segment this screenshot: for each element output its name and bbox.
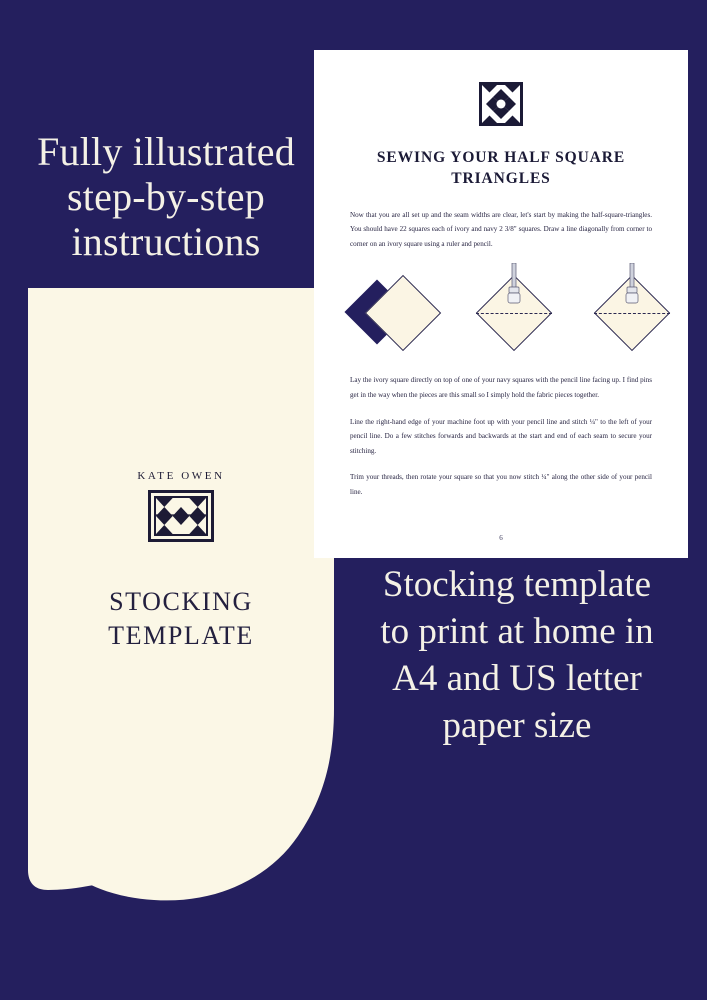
quilt-star-block-icon [479, 82, 523, 126]
instruction-paragraph: Trim your threads, then rotate your square so that you now stitch ¼" along the other side of your pencil line. [350, 473, 652, 496]
brand-block [28, 470, 334, 542]
instruction-paragraph: Line the right-hand edge of your machine foot up with your pencil line and stitch ¼" to the left of your pencil line. Do a few stitches forwards and backwards at the start and end of each seam to secure your stitching. [350, 417, 652, 455]
stocking-template-title [28, 585, 334, 653]
page-title: SEWING YOUR HALF SQUARE TRIANGLES [376, 149, 626, 187]
headline-line: instructions [71, 218, 261, 264]
stitching-first-side-diagram [472, 271, 556, 355]
headline-line: Fully illustrated [37, 129, 295, 174]
headline-illustrated-instructions [16, 130, 316, 264]
instruction-paragraph: Lay the ivory square directly on top of one of your navy squares with the pencil line facing up. I find pins get in the way when the pieces are this small so I simply hold the fabric pieces together. [350, 376, 652, 399]
instruction-body-continued [350, 373, 652, 499]
navy-and-ivory-square-diagram [354, 271, 438, 355]
instruction-paragraph: Now that you are all set up and the seam widths are clear, let's start by making the half-square-triangles. You should have 22 squares each of ivory and navy 2 3/8" squares. Draw a line diagonally from corner to corner on an ivory square using a ruler and pencil. [350, 210, 652, 248]
pencil-line [594, 313, 670, 314]
stocking-title-line: TEMPLATE [108, 620, 254, 650]
pencil-line [476, 313, 552, 314]
headline-line: A4 and US letter [392, 657, 642, 699]
headline-line: paper size [442, 704, 592, 746]
sewing-machine-foot-icon [507, 263, 521, 307]
stitching-second-side-diagram [590, 271, 674, 355]
headline-line: to print at home in [380, 610, 654, 652]
headline-line: Stocking template [382, 564, 652, 605]
quilt-star-block-svg [479, 82, 523, 126]
page-number: 6 [499, 534, 503, 542]
brand-name: KATE OWEN [137, 470, 225, 482]
headline-printable-template [336, 562, 698, 750]
quilt-block-logo-icon [148, 490, 214, 542]
diagram-row [348, 263, 654, 359]
stocking-title-line: STOCKING [109, 587, 253, 616]
sewing-machine-foot-icon [625, 263, 639, 307]
instruction-body [350, 208, 652, 252]
instruction-page-preview [314, 50, 688, 558]
headline-line: step-by-step [67, 173, 265, 219]
quilt-block-logo-svg [156, 498, 206, 534]
